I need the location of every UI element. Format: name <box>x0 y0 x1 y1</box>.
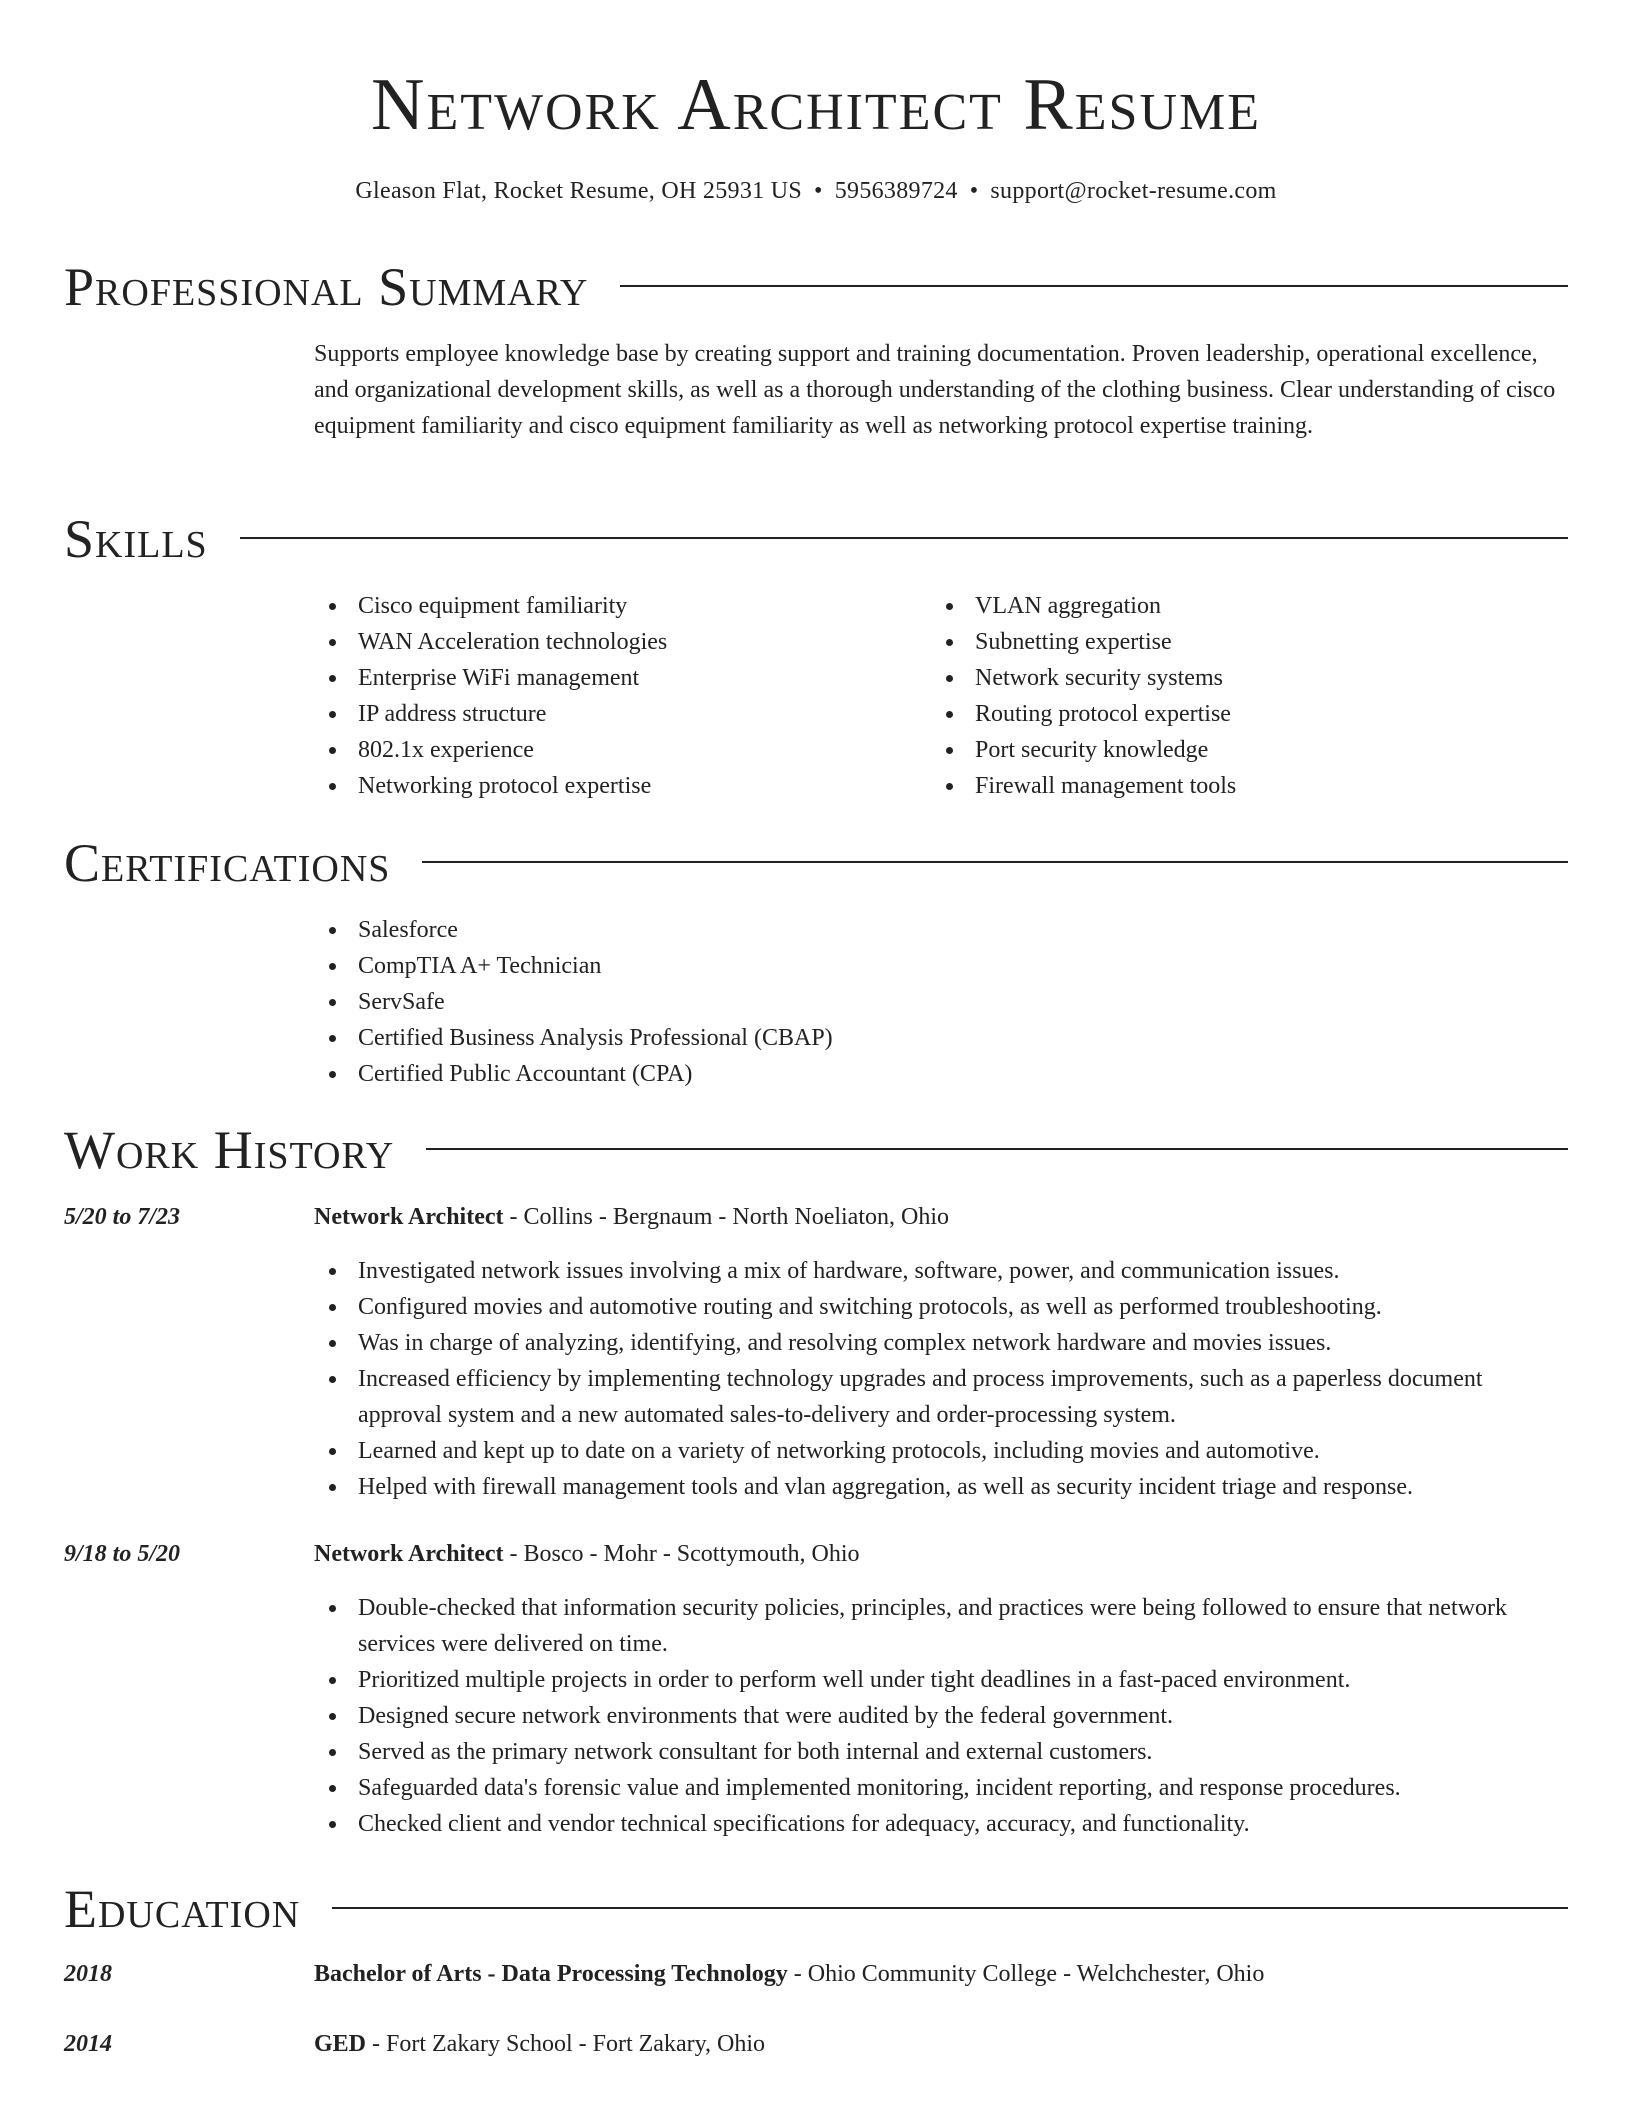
contact-line <box>0 174 1632 208</box>
skills-section-title: Skills <box>64 509 208 569</box>
education-details: - Ohio Community College - Welchchester, Ohio <box>787 1961 1265 1987</box>
education-degree: Bachelor of Arts - Data Processing Technology <box>314 1961 788 1987</box>
skill-item: Subnetting expertise <box>931 624 1548 660</box>
job-bullet: Designed secure network environments that were audited by the federal government. <box>314 1698 1568 1734</box>
education-year: 2014 <box>64 2031 112 2057</box>
certification-item: Salesforce <box>314 912 1568 948</box>
job-heading <box>314 1199 1568 1235</box>
contact-separator: • <box>814 178 823 204</box>
skills-column-right <box>931 588 1548 804</box>
contact-separator: • <box>969 178 979 204</box>
job-bullet: Investigated network issues involving a mix of hardware, software, power, and communication issues. <box>314 1253 1568 1289</box>
job-bullet: Prioritized multiple projects in order to perform well under tight deadlines in a fast-paced environment. <box>314 1662 1568 1698</box>
contact-address: Gleason Flat, Rocket Resume, OH 25931 US <box>355 178 803 204</box>
job-role: Network Architect <box>314 1204 504 1230</box>
certifications-section-title: Certifications <box>64 833 391 893</box>
contact-email: support@rocket-resume.com <box>990 178 1277 204</box>
skill-item: Cisco equipment familiarity <box>314 588 931 624</box>
education-degree: GED <box>314 2031 367 2057</box>
job-heading <box>314 1536 1568 1572</box>
resume-title: Network Architect Resume <box>371 64 1261 146</box>
job-details: - Bosco - Mohr - Scottymouth, Ohio <box>503 1541 860 1567</box>
education-entry <box>314 1956 1568 1992</box>
certifications-section-header <box>64 830 1568 896</box>
work-section-header <box>64 1117 1568 1183</box>
skill-item: 802.1x experience <box>314 732 931 768</box>
skills-list <box>314 588 1568 804</box>
skill-item: Network security systems <box>931 660 1548 696</box>
skill-item: Firewall management tools <box>931 768 1548 804</box>
summary-text: Supports employee knowledge base by creating support and training documentation. Proven leadership, operational excellence, and organizational development skills, as well as a thorough understanding of the clothing business. Clear understanding of cisco equipment familiarity and cisco equipment familiarity as well as networking protocol expertise training. <box>314 341 1556 439</box>
job-bullet: Double-checked that information security policies, principles, and practices were being followed to ensure that network services were delivered on time. <box>314 1590 1568 1662</box>
job-details: - Collins - Bergnaum - North Noeliaton, Ohio <box>503 1204 949 1230</box>
job-bullet: Checked client and vendor technical specifications for adequacy, accuracy, and functionality. <box>314 1806 1568 1842</box>
summary-section-header <box>64 254 1568 320</box>
job-bullet: Safeguarded data's forensic value and implemented monitoring, incident reporting, and response procedures. <box>314 1770 1568 1806</box>
skill-item: Port security knowledge <box>931 732 1548 768</box>
skills-section-header <box>64 506 1568 572</box>
section-divider <box>620 285 1568 287</box>
section-divider <box>426 1148 1568 1150</box>
education-entry <box>314 2026 1568 2062</box>
section-divider <box>332 1907 1568 1909</box>
certifications-list <box>314 912 1568 1092</box>
job-bullet: Served as the primary network consultant for both internal and external customers. <box>314 1734 1568 1770</box>
skill-item: WAN Acceleration technologies <box>314 624 931 660</box>
contact-phone: 5956389724 <box>834 178 958 204</box>
education-section-header <box>64 1876 1568 1942</box>
job-bullet: Was in charge of analyzing, identifying, and resolving complex network hardware and movies issues. <box>314 1325 1568 1361</box>
job-bullet: Helped with firewall management tools and vlan aggregation, as well as security incident triage and response. <box>314 1469 1568 1505</box>
job-role: Network Architect <box>314 1541 504 1567</box>
education-year: 2018 <box>64 1961 112 1987</box>
certification-item: ServSafe <box>314 984 1568 1020</box>
certification-item: Certified Public Accountant (CPA) <box>314 1056 1568 1092</box>
job-bullet: Configured movies and automotive routing and switching protocols, as well as performed troubleshooting. <box>314 1289 1568 1325</box>
skill-item: VLAN aggregation <box>931 588 1548 624</box>
section-divider <box>240 537 1568 539</box>
job-bullet: Learned and kept up to date on a variety of networking protocols, including movies and automotive. <box>314 1433 1568 1469</box>
section-divider <box>422 861 1568 863</box>
skill-item: Routing protocol expertise <box>931 696 1548 732</box>
job-bullets <box>314 1253 1568 1505</box>
summary-section-title: Professional Summary <box>64 257 589 317</box>
job-bullet: Increased efficiency by implementing technology upgrades and process improvements, such as a paperless document approval system and a new automated sales-to-delivery and order-processing system. <box>314 1361 1568 1433</box>
education-section-title: Education <box>64 1879 301 1939</box>
education-details: - Fort Zakary School - Fort Zakary, Ohio <box>366 2031 766 2057</box>
certification-item: CompTIA A+ Technician <box>314 948 1568 984</box>
skills-column-left <box>314 588 931 804</box>
job-bullets <box>314 1590 1568 1842</box>
job-dates: 5/20 to 7/23 <box>64 1204 181 1230</box>
job-dates: 9/18 to 5/20 <box>64 1541 181 1567</box>
skill-item: Networking protocol expertise <box>314 768 931 804</box>
skill-item: IP address structure <box>314 696 931 732</box>
certification-item: Certified Business Analysis Professional (CBAP) <box>314 1020 1568 1056</box>
skill-item: Enterprise WiFi management <box>314 660 931 696</box>
work-section-title: Work History <box>64 1120 395 1180</box>
